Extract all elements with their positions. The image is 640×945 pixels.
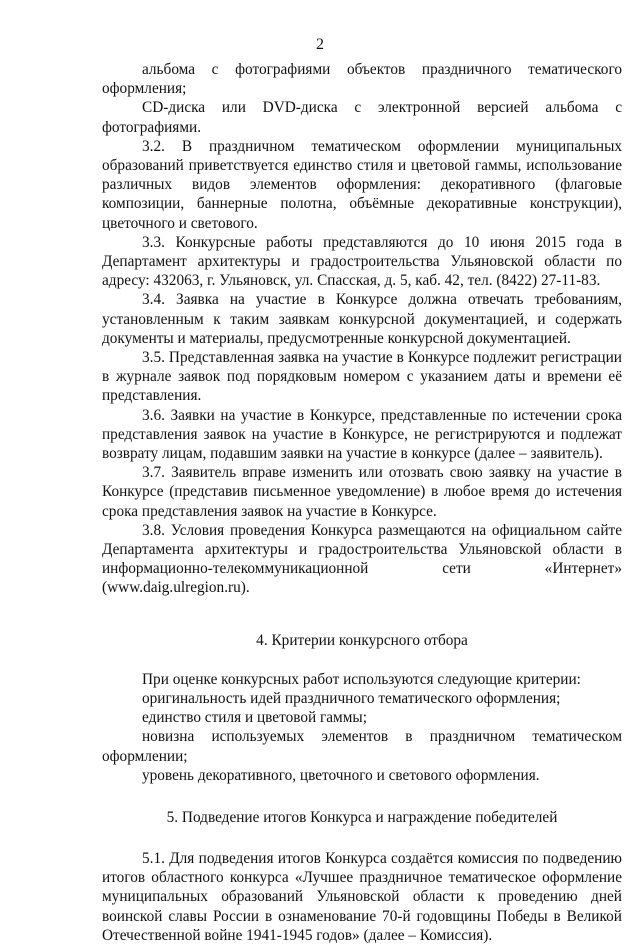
paragraph-cd: CD-диска или DVD-диска с электронной версией альбома с фотографиями.: [102, 99, 622, 136]
paragraph-3-2: 3.2. В праздничном тематическом оформлении муниципальных образований приветствуется единство стиля и цветовой гаммы, использование различных видов элементов оформления: декоративного (флаговые композиции, баннерные полотна, объёмные декоративные конструкции), цветочного и светового.: [102, 137, 622, 232]
criterion-item: единство стиля и цветовой гаммы;: [142, 709, 367, 727]
criteria-intro: При оценке конкурсных работ используются следующие критерии:: [142, 670, 581, 688]
paragraph-5-1: 5.1. Для подведения итогов Конкурса создаётся комиссия по подведению итогов областного конкурса «Лучшее праздничное тематическое оформление муниципальных образований Ульяновской области к проведению дней воинской славы России в ознаменование 70-й годовщины Победы в Великой Отечественной войне 1941-1945 годов» (далее – Комиссия).: [102, 849, 622, 944]
criterion-item: оригинальность идей праздничного тематического оформления;: [142, 689, 561, 707]
paragraph-3-5: 3.5. Представленная заявка на участие в Конкурсе подлежит регистрации в журнале заявок под порядковым номером с указанием даты и времени её представления.: [102, 349, 622, 405]
paragraph-3-3: 3.3. Конкурсные работы представляются до 10 июня 2015 года в Департамент архитектуры и градостроительства Ульяновской области по адресу: 432063, г. Ульяновск, ул. Спасская, д. 5, каб. 42, тел. (8422) 27-11-83.: [102, 233, 622, 290]
paragraph-3-4: 3.4. Заявка на участие в Конкурсе должна отвечать требованиям, установленным к таким заявкам конкурсной документацией, и содержать документы и материалы, предусмотренные конкурсной документацией.: [102, 291, 622, 347]
section-4-heading: 4. Критерии конкурсного отбора: [256, 631, 468, 649]
paragraph-3-6: 3.6. Заявки на участие в Конкурсе, представленные по истечении срока представления заявок на участие в Конкурсе, не регистрируются и подлежат возврату лицам, подавшим заявки на участие в конкурсе (далее – заявитель).: [102, 406, 622, 463]
paragraph-3-7: 3.7. Заявитель вправе изменить или отозвать свою заявку на участие в Конкурсе (представив письменное уведомление) в любое время до истечения срока представления заявок на участие в Конкурсе.: [102, 464, 622, 520]
criterion-item: новизна используемых элементов в праздничном тематическом оформлении;: [102, 728, 622, 765]
criterion-item: уровень декоративного, цветочного и светового оформления.: [142, 766, 540, 784]
criteria-list: [102, 670, 622, 785]
document-body: [102, 60, 622, 945]
paragraph-3-8: 3.8. Условия проведения Конкурса размещаются на официальном сайте Департамента архитектуры и градостроительства Ульяновской области в информационно-телекоммуникационной сети «Интернет» (www.daig.ulregion.ru).: [102, 521, 622, 597]
section-5-heading: 5. Подведение итогов Конкурса и награждение победителей: [166, 808, 558, 826]
paragraph-album: альбома с фотографиями объектов праздничного тематического оформления;: [102, 61, 622, 98]
page-number: 2: [316, 36, 324, 53]
